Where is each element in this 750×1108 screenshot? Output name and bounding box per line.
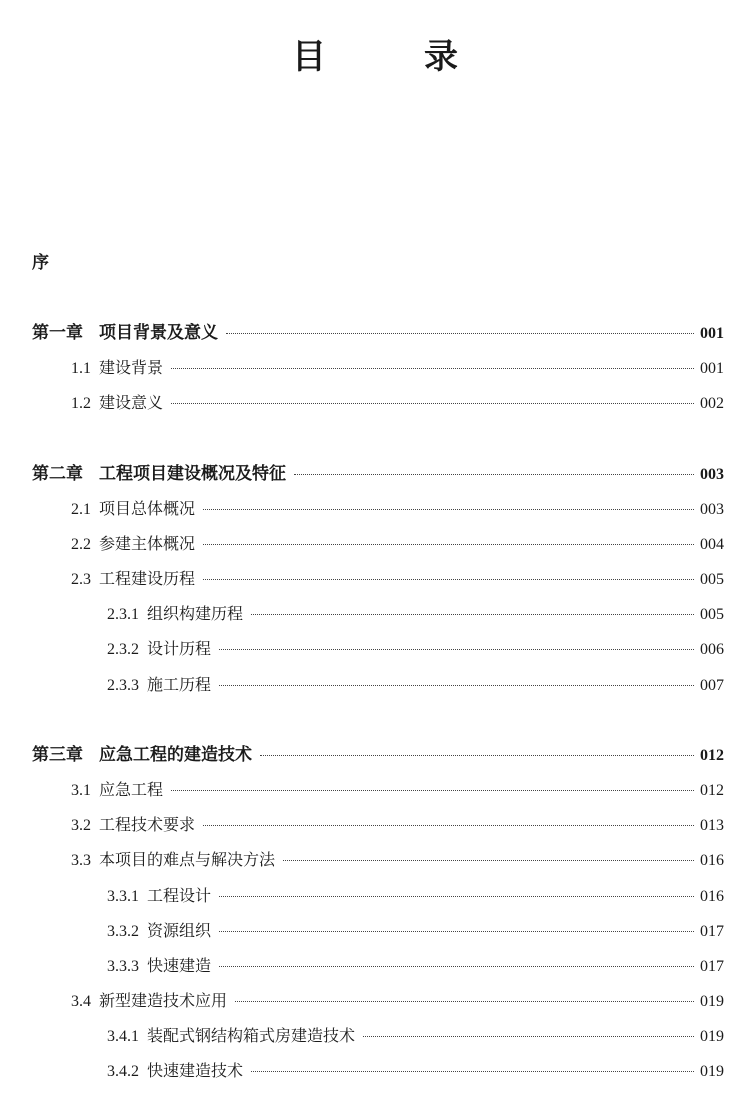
toc-entry-title: 设计历程 — [147, 639, 212, 658]
toc-entry-title: 建设背景 — [99, 358, 164, 377]
toc-entry[interactable] — [32, 320, 724, 346]
toc-entry-page-number: 004 — [700, 536, 724, 553]
toc-entry-title: 项目总体概况 — [99, 499, 196, 518]
toc-entry-title: 参建主体概况 — [99, 534, 196, 553]
toc-entry-title: 工程建设历程 — [99, 569, 196, 588]
toc-entry-page-number: 005 — [700, 571, 724, 588]
dot-leader — [171, 403, 694, 404]
toc-entry-title: 装配式钢结构箱式房建造技术 — [147, 1026, 356, 1045]
toc-entry-page-number: 016 — [700, 888, 724, 905]
toc-entry-page-number: 019 — [700, 1063, 724, 1080]
dot-leader — [219, 649, 694, 650]
toc-entry-title: 新型建造技术应用 — [99, 991, 228, 1010]
toc-entry-page-number: 013 — [700, 817, 724, 834]
toc-entry-number: 3.3.3 — [107, 958, 139, 975]
dot-leader — [171, 790, 694, 791]
toc-entry-title: 工程设计 — [147, 886, 212, 905]
toc-entry-number: 2.3.2 — [107, 641, 139, 658]
toc-entry-title: 项目背景及意义 — [99, 323, 218, 343]
toc-entry[interactable] — [32, 531, 724, 557]
toc-entry[interactable] — [32, 742, 724, 768]
toc-entry-page-number: 005 — [700, 606, 724, 623]
toc-entry[interactable] — [32, 918, 724, 944]
toc-entry-page-number: 017 — [700, 958, 724, 975]
toc-entry-page-number: 003 — [700, 466, 724, 483]
toc-entry-title: 本项目的难点与解决方法 — [99, 850, 276, 869]
dot-leader — [235, 1001, 694, 1002]
toc-entry-title: 施工历程 — [147, 675, 212, 694]
toc-entry-number: 3.1 — [71, 782, 91, 799]
toc-entry[interactable] — [32, 1058, 724, 1084]
dot-leader — [219, 966, 694, 967]
dot-leader — [251, 1071, 694, 1072]
toc-entry-number: 3.4 — [71, 993, 91, 1010]
toc-entry-number: 2.3.1 — [107, 606, 139, 623]
toc-entry-title: 资源组织 — [147, 921, 212, 940]
dot-leader — [203, 825, 694, 826]
page-title: 目 录 — [292, 37, 490, 77]
toc-entry-page-number: 012 — [700, 747, 724, 764]
toc-entry-number: 3.4.1 — [107, 1028, 139, 1045]
dot-leader — [226, 333, 694, 334]
toc-entry[interactable] — [32, 496, 724, 522]
dot-leader — [294, 474, 694, 475]
toc-entry-title: 工程项目建设概况及特征 — [99, 464, 286, 484]
toc-entry[interactable] — [32, 566, 724, 592]
dot-leader — [251, 614, 694, 615]
toc-entry-title: 应急工程 — [99, 780, 164, 799]
toc-entry-page-number: 019 — [700, 993, 724, 1010]
toc-entry[interactable] — [32, 461, 724, 487]
toc-entry[interactable] — [32, 601, 724, 627]
toc-entry-number: 2.1 — [71, 501, 91, 518]
toc-entry-number: 2.3 — [71, 571, 91, 588]
dot-leader — [203, 509, 694, 510]
toc-entry-title: 建设意义 — [99, 393, 164, 412]
toc-entry-number: 1.2 — [71, 395, 91, 412]
toc-entry-page-number: 001 — [700, 325, 724, 342]
toc-entry-number: 3.3.1 — [107, 888, 139, 905]
toc-entry[interactable] — [32, 1023, 724, 1049]
toc-entry-number: 第三章 — [32, 745, 83, 765]
toc-entry-number: 3.3 — [71, 852, 91, 869]
toc-entry[interactable] — [32, 390, 724, 416]
toc-entry[interactable] — [32, 883, 724, 909]
toc-entry-page-number: 012 — [700, 782, 724, 799]
toc-entry-title: 快速建造 — [147, 956, 212, 975]
toc-entry-title: 工程技术要求 — [99, 815, 196, 834]
toc-entry-number: 第一章 — [32, 323, 83, 343]
toc-entry[interactable] — [32, 953, 724, 979]
toc-entry-page-number: 001 — [700, 360, 724, 377]
dot-leader — [219, 685, 694, 686]
toc-entry[interactable] — [32, 988, 724, 1014]
toc-entry-number: 3.3.2 — [107, 923, 139, 940]
toc-entry-title: 应急工程的建造技术 — [99, 745, 252, 765]
dot-leader — [203, 544, 694, 545]
toc-entry-title: 快速建造技术 — [147, 1061, 244, 1080]
toc-entry-title: 组织构建历程 — [147, 604, 244, 623]
dot-leader — [219, 896, 694, 897]
toc-entry[interactable] — [32, 847, 724, 873]
toc-entry-number: 2.2 — [71, 536, 91, 553]
toc-entry-number: 第二章 — [32, 464, 83, 484]
dot-leader — [203, 579, 694, 580]
dot-leader — [171, 368, 694, 369]
toc-entry-page-number: 006 — [700, 641, 724, 658]
toc-entry-page-number: 003 — [700, 501, 724, 518]
toc-entry[interactable] — [32, 636, 724, 662]
toc-entry-number: 3.4.2 — [107, 1063, 139, 1080]
toc-entry-number: 3.2 — [71, 817, 91, 834]
toc-entry-number: 1.1 — [71, 360, 91, 377]
toc-entry-preface[interactable]: 序 — [32, 253, 49, 273]
dot-leader — [219, 931, 694, 932]
toc-entry-number: 2.3.3 — [107, 677, 139, 694]
toc-entry-page-number: 019 — [700, 1028, 724, 1045]
toc-entry-page-number: 016 — [700, 852, 724, 869]
toc-entry[interactable] — [32, 812, 724, 838]
toc-entry-page-number: 017 — [700, 923, 724, 940]
dot-leader — [260, 755, 694, 756]
dot-leader — [283, 860, 694, 861]
toc-entry[interactable] — [32, 672, 724, 698]
toc-entry[interactable] — [32, 777, 724, 803]
toc-entry-page-number: 002 — [700, 395, 724, 412]
dot-leader — [363, 1036, 694, 1037]
toc-entry[interactable] — [32, 355, 724, 381]
toc-entry-page-number: 007 — [700, 677, 724, 694]
